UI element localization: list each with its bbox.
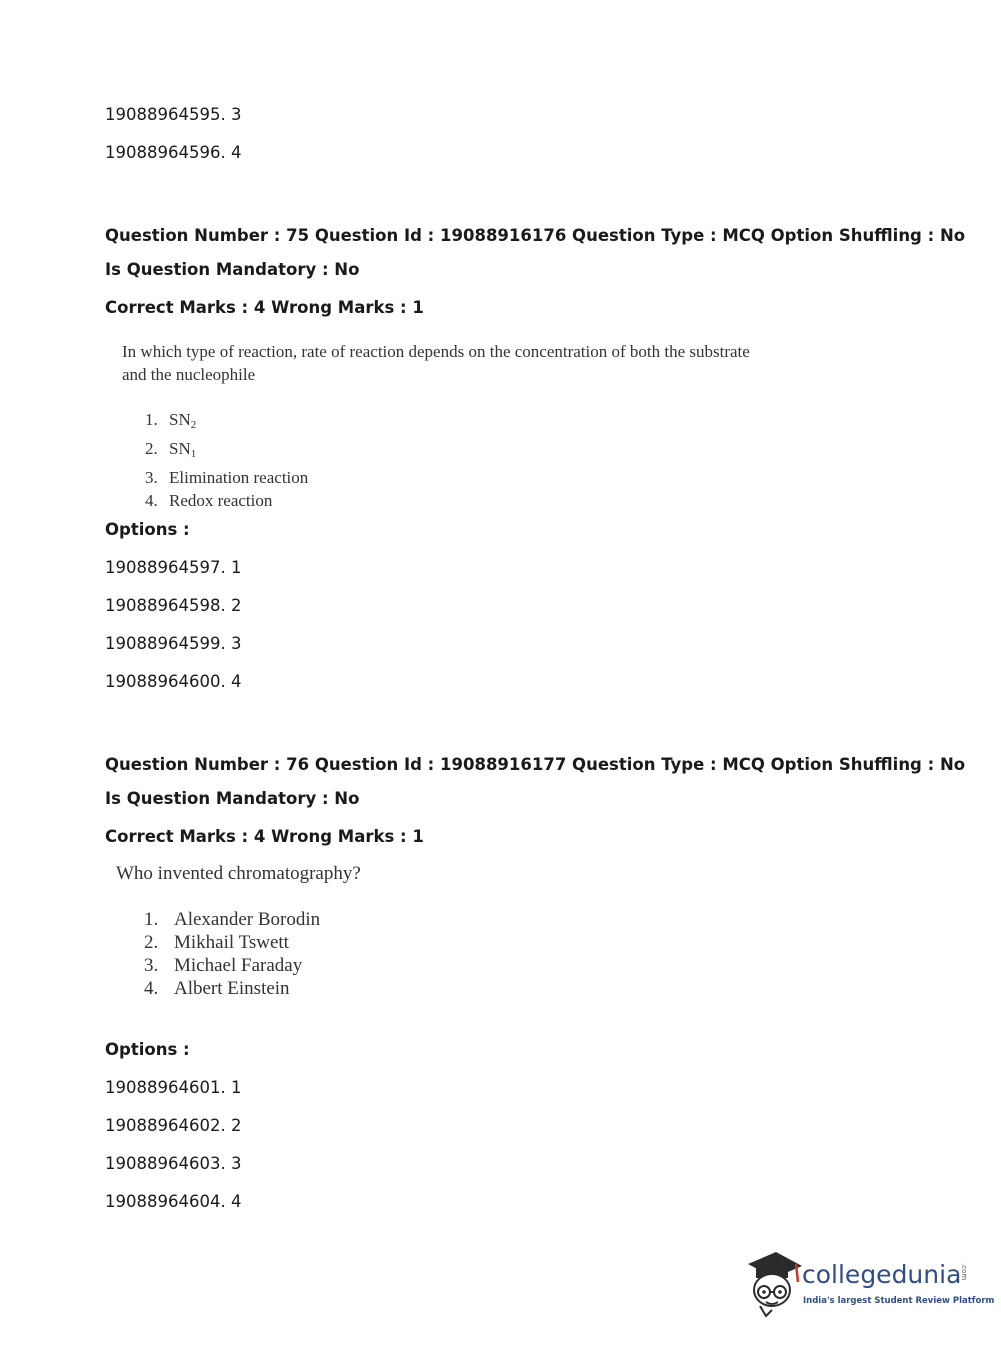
option-line: 19088964600. 4 (105, 672, 242, 691)
choice-item: 2. Mikhail Tswett (144, 932, 289, 953)
options-label: Options : (105, 520, 190, 539)
choice-list (144, 908, 320, 1000)
question-mandatory: Is Question Mandatory : No (105, 260, 360, 279)
option-line: 19088964601. 1 (105, 1078, 242, 1097)
options-label: Options : (105, 1040, 190, 1059)
option-line: 19088964603. 3 (105, 1154, 242, 1173)
option-line: 19088964598. 2 (105, 596, 242, 615)
option-line: 19088964599. 3 (105, 634, 242, 653)
question-header: Question Number : 76 Question Id : 19088916177 Question Type : MCQ Option Shuffling : No (105, 755, 966, 774)
choice-item: 4. Redox reaction (145, 491, 273, 510)
collegedunia-logo (742, 1248, 995, 1318)
choice-item: 1. $SN_2$ (145, 410, 197, 431)
choice-list (145, 408, 308, 512)
logo-tagline: India's largest Student Review Platform (803, 1296, 995, 1306)
question-text (122, 340, 750, 386)
question-mandatory: Is Question Mandatory : No (105, 789, 360, 808)
option-line: 19088964602. 2 (105, 1116, 242, 1135)
question-marks: Correct Marks : 4 Wrong Marks : 1 (105, 827, 424, 846)
question-text: Who invented chromatography? (116, 863, 361, 884)
question-text-line: In which type of reaction, rate of reaction depends on the concentration of both the substrate (122, 342, 750, 361)
choice-item: 3. Elimination reaction (145, 468, 309, 487)
choice-item: 2. $SN_1$ (145, 439, 197, 460)
logo-wordmark: collegedunia (802, 1260, 962, 1289)
question-header: Question Number : 75 Question Id : 19088916176 Question Type : MCQ Option Shuffling : No (105, 226, 966, 245)
question-text-line: and the nucleophile (122, 365, 256, 384)
option-line: 19088964595. 3 (105, 105, 242, 124)
option-line: 19088964597. 1 (105, 558, 242, 577)
option-line: 19088964604. 4 (105, 1192, 242, 1211)
choice-item: 3. Michael Faraday (144, 955, 303, 976)
question-marks: Correct Marks : 4 Wrong Marks : 1 (105, 298, 424, 317)
logo-suffix: .com (960, 1263, 968, 1281)
mascot-icon (742, 1248, 804, 1318)
choice-item: 1. Alexander Borodin (144, 909, 321, 930)
choice-item: 4. Albert Einstein (144, 978, 290, 999)
option-line: 19088964596. 4 (105, 143, 242, 162)
